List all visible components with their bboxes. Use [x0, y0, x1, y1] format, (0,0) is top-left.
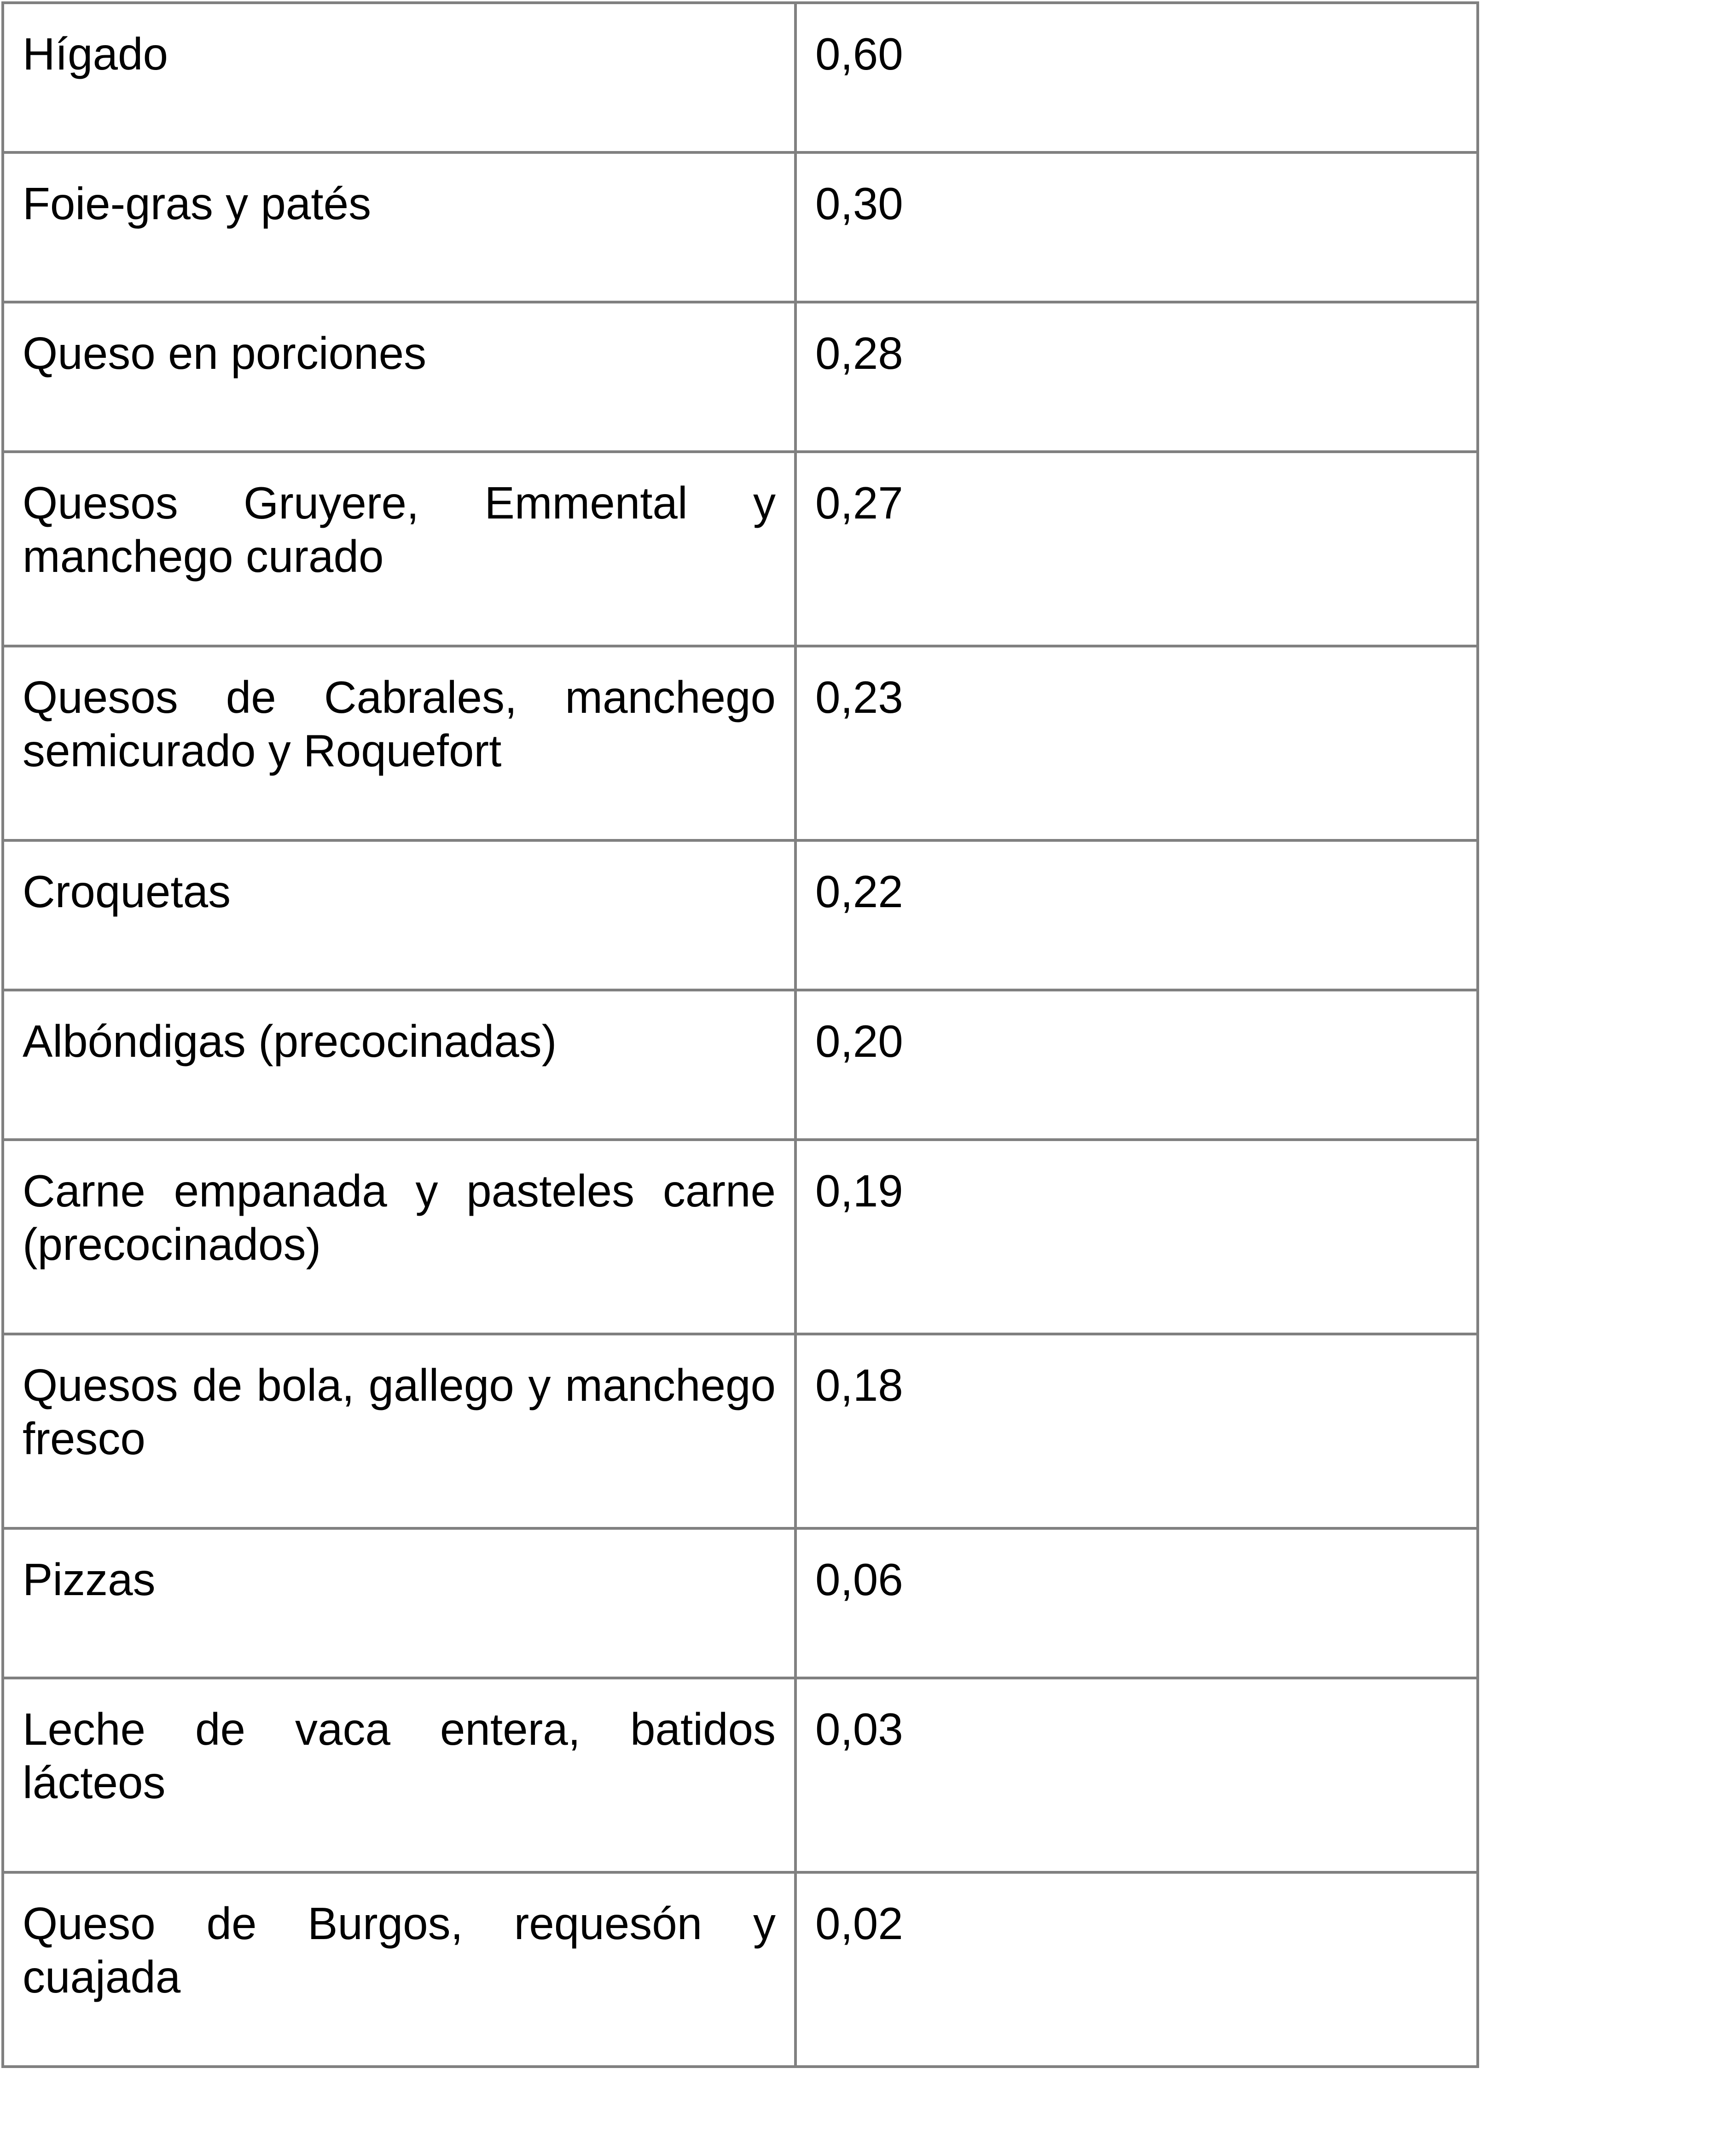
value-cell: 0,18 [795, 1334, 1478, 1528]
value-cell: 0,22 [795, 840, 1478, 990]
food-cell: Quesos Gruyere, Emmental y manchego curado [3, 452, 795, 646]
table-row [3, 3, 1478, 152]
value-cell: 0,28 [795, 302, 1478, 452]
food-cell: Queso en porciones [3, 302, 795, 452]
value-cell: 0,02 [795, 1872, 1478, 2067]
value-cell: 0,20 [795, 990, 1478, 1140]
value-cell: 0,27 [795, 452, 1478, 646]
food-cell: Pizzas [3, 1528, 795, 1678]
food-value-table [1, 1, 1479, 2068]
table-row [3, 1528, 1478, 1678]
value-cell: 0,03 [795, 1678, 1478, 1872]
food-cell: Albóndigas (precocinadas) [3, 990, 795, 1140]
table-row [3, 152, 1478, 302]
table-row [3, 840, 1478, 990]
table-row [3, 1872, 1478, 2067]
food-cell: Quesos de Cabrales, manchego semicurado y Roquefort [3, 646, 795, 840]
food-cell: Queso de Burgos, requesón y cuajada [3, 1872, 795, 2067]
table-row [3, 452, 1478, 646]
value-cell: 0,06 [795, 1528, 1478, 1678]
table-row [3, 1678, 1478, 1872]
value-cell: 0,23 [795, 646, 1478, 840]
value-cell: 0,60 [795, 3, 1478, 152]
table-row [3, 646, 1478, 840]
table-row [3, 1140, 1478, 1334]
food-cell: Leche de vaca entera, batidos lácteos [3, 1678, 795, 1872]
table-row [3, 1334, 1478, 1528]
food-cell: Quesos de bola, gallego y manchego fresco [3, 1334, 795, 1528]
food-cell: Hígado [3, 3, 795, 152]
food-cell: Foie-gras y patés [3, 152, 795, 302]
food-cell: Croquetas [3, 840, 795, 990]
value-cell: 0,30 [795, 152, 1478, 302]
table-row [3, 990, 1478, 1140]
table-row [3, 302, 1478, 452]
value-cell: 0,19 [795, 1140, 1478, 1334]
food-cell: Carne empanada y pasteles carne (precocinados) [3, 1140, 795, 1334]
